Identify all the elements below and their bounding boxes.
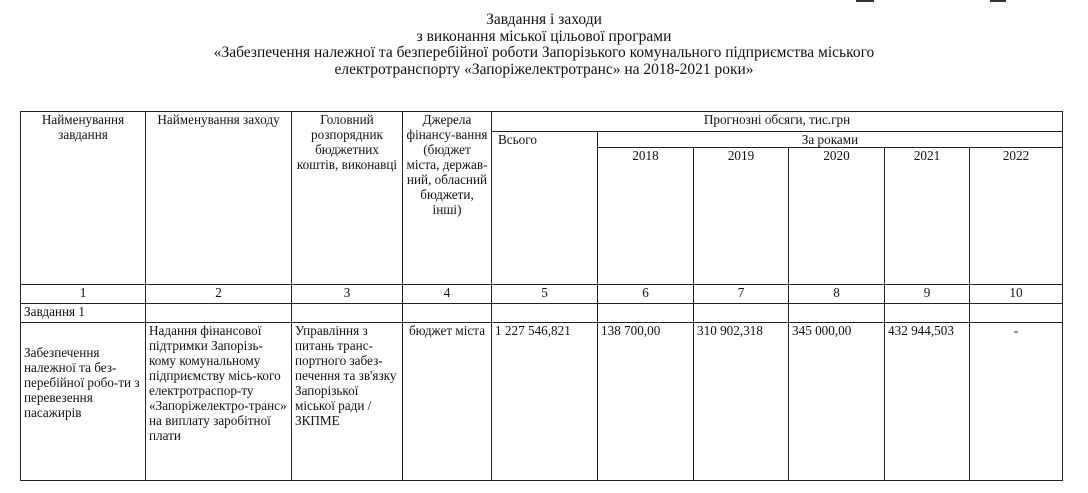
column-number: 1	[21, 285, 146, 304]
document-title	[0, 12, 1088, 78]
title-line-4: електротранспорту «Запоріжелектротранс» на 2018-2021 роки»	[334, 60, 754, 78]
header-year-2020: 2020	[789, 148, 885, 285]
empty-cell	[970, 304, 1063, 323]
empty-cell	[885, 304, 970, 323]
empty-cell	[598, 304, 694, 323]
column-number: 2	[146, 285, 292, 304]
header-funding-source: Джерела фінансу-вання (бюджет міста, держав-ний, обласний бюджети, інші)	[403, 112, 492, 285]
top-edge-mark-left	[856, 0, 874, 2]
header-forecast-volumes: Прогнозні обсяги, тис.грн	[492, 112, 1063, 132]
header-year-2022: 2022	[970, 148, 1063, 285]
empty-cell	[789, 304, 885, 323]
title-line-3: «Забезпечення належної та безперебійної роботи Запорізького комунального підприємства міського	[213, 44, 875, 61]
task-name-cell: Забезпечення належної та без-перебійної робо-ти з перевезення пасажирів	[21, 323, 146, 481]
title-line-2: з виконання міської цільової програми	[416, 27, 672, 45]
title-line-1: Завдання і заходи	[486, 11, 602, 28]
header-year-2021: 2021	[885, 148, 970, 285]
column-number: 10	[970, 285, 1063, 304]
header-total: Всього	[492, 132, 598, 285]
section-label: Завдання 1	[21, 304, 146, 323]
header-budget-manager: Головний розпорядник бюджетних коштів, виконавці	[292, 112, 403, 285]
value-2020-cell: 345 000,00	[789, 323, 885, 481]
empty-cell	[403, 304, 492, 323]
column-number: 7	[694, 285, 789, 304]
header-by-years: За роками	[598, 132, 1063, 148]
total-value-cell: 1 227 546,821	[492, 323, 598, 481]
empty-cell	[694, 304, 789, 323]
value-2018-cell: 138 700,00	[598, 323, 694, 481]
value-2021-cell: 432 944,503	[885, 323, 970, 481]
tasks-table	[20, 111, 1063, 481]
column-number: 4	[403, 285, 492, 304]
top-edge-mark-right	[990, 0, 1006, 2]
value-2019-cell: 310 902,318	[694, 323, 789, 481]
manager-cell: Управління з питань транс-портного забез-печення та зв'язку Запорізької міської ради / ЗКПМЕ	[292, 323, 403, 481]
measure-name-cell: Надання фінансової підтримки Запорізь-кому комунальному підприємству місь-кого електротраспор-ту «Запоріжелектро-транс» на виплату заробітної плати	[146, 323, 292, 481]
funding-source-cell: бюджет міста	[403, 323, 492, 481]
header-measure-name: Найменування заходу	[146, 112, 292, 285]
empty-cell	[492, 304, 598, 323]
column-number: 5	[492, 285, 598, 304]
column-number: 6	[598, 285, 694, 304]
column-number: 9	[885, 285, 970, 304]
column-number: 3	[292, 285, 403, 304]
column-number: 8	[789, 285, 885, 304]
value-2022-cell: -	[970, 323, 1063, 481]
header-year-2018: 2018	[598, 148, 694, 285]
empty-cell	[146, 304, 292, 323]
header-year-2019: 2019	[694, 148, 789, 285]
header-task-name: Найменування завдання	[21, 112, 146, 285]
empty-cell	[292, 304, 403, 323]
